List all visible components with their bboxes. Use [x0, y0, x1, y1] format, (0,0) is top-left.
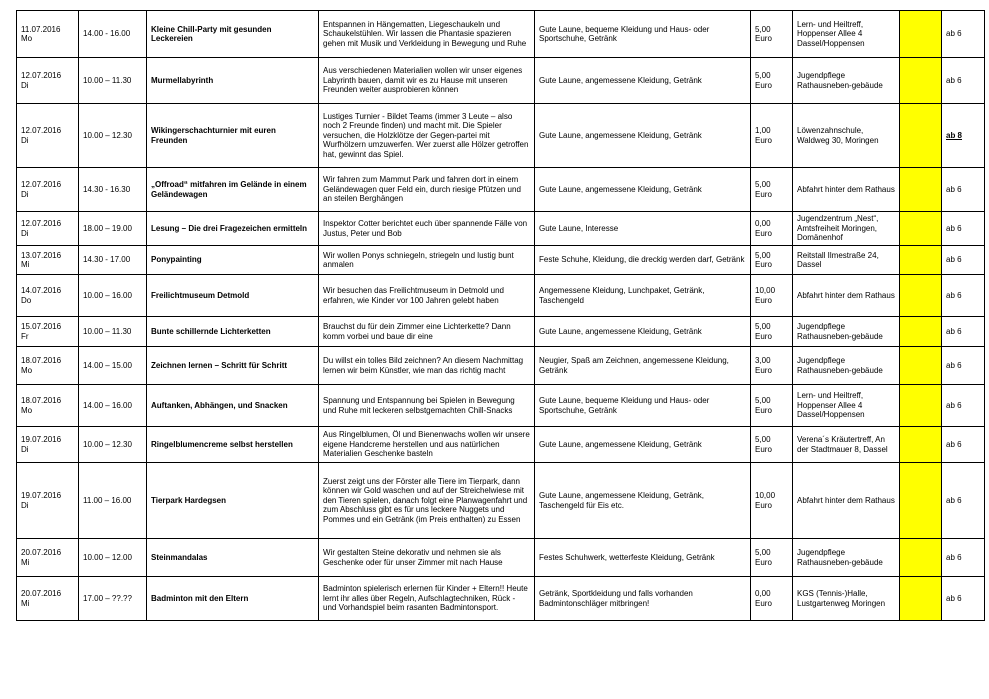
date-cell: [17, 317, 79, 347]
table-row: [17, 11, 985, 58]
highlight-cell: [900, 317, 942, 347]
event-time: 14.30 - 16.30: [79, 168, 147, 212]
event-price: 5,00 Euro: [751, 168, 793, 212]
table-row: [17, 427, 985, 463]
event-description: Entspannen in Hängematten, Liegeschaukeln und Schaukelstühlen. Wir lassen die Phantasie spazieren gehen mit Musik und Verkleidung in Bewegung und Ruhe: [319, 11, 535, 58]
event-date: 19.07.2016: [21, 435, 62, 444]
event-age-label: ab 6: [946, 593, 962, 603]
highlight-cell: [900, 577, 942, 621]
event-weekday: Di: [21, 80, 29, 90]
event-description: Badminton spielerisch erlernen für Kinder + Eltern!! Heute lernt ihr alles über Regeln, Aufschlagtechniken, Rück - und Vorhandspiel beim rasanten Badmintonsport.: [319, 577, 535, 621]
event-location: Verena´s Kräutertreff, An der Stadtmauer 8, Dassel: [793, 427, 900, 463]
event-price: 5,00 Euro: [751, 427, 793, 463]
event-bring: Gute Laune, Interesse: [535, 212, 751, 246]
event-description: Wir gestalten Steine dekorativ und nehmen sie als Geschenke oder für unser Zimmer mit nach Hause: [319, 539, 535, 577]
event-age: [942, 317, 985, 347]
event-price: 5,00 Euro: [751, 58, 793, 104]
table-row: [17, 463, 985, 539]
event-location: Lern- und Heiltreff, Hoppenser Allee 4 Dassel/Hoppensen: [793, 385, 900, 427]
event-location: Jugendpflege Rathausneben-gebäude: [793, 347, 900, 385]
event-price: 3,00 Euro: [751, 347, 793, 385]
event-bring: Gute Laune, angemessene Kleidung, Getränk: [535, 427, 751, 463]
event-description: Wir wollen Ponys schniegeln, striegeln und lustig bunt anmalen: [319, 246, 535, 275]
event-bring: Gute Laune, angemessene Kleidung, Getränk: [535, 317, 751, 347]
highlight-cell: [900, 212, 942, 246]
event-description: Inspektor Cotter berichtet euch über spannende Fälle von Justus, Peter und Bob: [319, 212, 535, 246]
event-description: Wir besuchen das Freilichtmuseum in Detmold und erfahren, wie Kinder vor 100 Jahren gelebt haben: [319, 275, 535, 317]
event-time: 14.00 - 16.00: [79, 11, 147, 58]
event-title: Ringelblumencreme selbst herstellen: [147, 427, 319, 463]
event-price: 0,00 Euro: [751, 212, 793, 246]
highlight-cell: [900, 104, 942, 168]
table-row: [17, 58, 985, 104]
event-age-label: ab 6: [946, 223, 962, 233]
event-bring: Angemessene Kleidung, Lunchpaket, Getränk, Taschengeld: [535, 275, 751, 317]
event-age: [942, 347, 985, 385]
event-time: 18.00 – 19.00: [79, 212, 147, 246]
table-row: [17, 168, 985, 212]
event-price: 10,00 Euro: [751, 275, 793, 317]
date-cell: [17, 427, 79, 463]
event-weekday: Mi: [21, 557, 30, 567]
event-age-label: ab 6: [946, 360, 962, 370]
date-cell: [17, 385, 79, 427]
highlight-cell: [900, 347, 942, 385]
event-price: 5,00 Euro: [751, 317, 793, 347]
date-cell: [17, 104, 79, 168]
event-price: 10,00 Euro: [751, 463, 793, 539]
highlight-cell: [900, 58, 942, 104]
event-location: Abfahrt hinter dem Rathaus: [793, 463, 900, 539]
event-title: Kleine Chill-Party mit gesunden Leckereien: [147, 11, 319, 58]
event-description: Lustiges Turnier - Bildet Teams (immer 3 Leute – also noch 2 Freunde finden) und macht mit. Die Spieler versuchen, die Holzklötze der Gegen-partei mit Wurfhölzern umzuwerfen. Wer zuerst alle Hölzer getroffen hat, gewinnt das Spiel.: [319, 104, 535, 168]
table-row: [17, 275, 985, 317]
event-age: [942, 246, 985, 275]
event-date: 19.07.2016: [21, 491, 62, 500]
date-cell: [17, 463, 79, 539]
event-bring: Gute Laune, bequeme Kleidung und Haus- oder Sportschuhe, Getränk: [535, 385, 751, 427]
event-age-label: ab 6: [946, 495, 962, 505]
table-row: [17, 246, 985, 275]
event-age: [942, 11, 985, 58]
highlight-cell: [900, 539, 942, 577]
event-title: Freilichtmuseum Detmold: [147, 275, 319, 317]
event-date: 12.07.2016: [21, 71, 62, 80]
table-row: [17, 212, 985, 246]
event-title: Lesung – Die drei Fragezeichen ermitteln: [147, 212, 319, 246]
event-description: Spannung und Entspannung bei Spielen in Bewegung und Ruhe mit leckeren selbstgemachten Chill-Snacks: [319, 385, 535, 427]
event-age: [942, 385, 985, 427]
event-time: 10.00 – 12.30: [79, 427, 147, 463]
event-time: 11.00 – 16.00: [79, 463, 147, 539]
event-weekday: Do: [21, 295, 32, 305]
event-age-label: ab 6: [946, 552, 962, 562]
event-age-label: ab 8: [946, 130, 963, 140]
event-age-label: ab 6: [946, 29, 962, 39]
event-weekday: Di: [21, 228, 29, 238]
event-time: 17.00 – ??.??: [79, 577, 147, 621]
event-date: 12.07.2016: [21, 126, 62, 135]
event-bring: Neugier, Spaß am Zeichnen, angemessene Kleidung, Getränk: [535, 347, 751, 385]
schedule-table: [16, 10, 985, 621]
event-age: [942, 275, 985, 317]
event-location: Jugendpflege Rathausneben-gebäude: [793, 317, 900, 347]
event-time: 10.00 – 12.30: [79, 104, 147, 168]
event-age: [942, 539, 985, 577]
event-location: Jugendpflege Rathausneben-gebäude: [793, 58, 900, 104]
event-weekday: Di: [21, 500, 29, 510]
event-price: 5,00 Euro: [751, 539, 793, 577]
event-date: 15.07.2016: [21, 322, 62, 331]
event-title: Wikingerschachturnier mit euren Freunden: [147, 104, 319, 168]
event-date: 18.07.2016: [21, 356, 62, 365]
highlight-cell: [900, 275, 942, 317]
event-location: Abfahrt hinter dem Rathaus: [793, 275, 900, 317]
table-row: [17, 539, 985, 577]
event-description: Zuerst zeigt uns der Förster alle Tiere im Tierpark, dann können wir Gold waschen und auf der Streichelwiese mit den Tieren spielen, danach folgt eine Planwagenfahrt und zum Abschluss gibt es für uns leckere Nuggets und Pommes und ein Getränk (im Preis enthalten) zu Essen: [319, 463, 535, 539]
event-title: Steinmandalas: [147, 539, 319, 577]
event-bring: Festes Schuhwerk, wetterfeste Kleidung, Getränk: [535, 539, 751, 577]
highlight-cell: [900, 385, 942, 427]
event-age-label: ab 6: [946, 400, 962, 410]
event-date: 20.07.2016: [21, 548, 62, 557]
event-date: 14.07.2016: [21, 286, 62, 295]
event-time: 14.00 – 16.00: [79, 385, 147, 427]
event-age: [942, 212, 985, 246]
event-date: 12.07.2016: [21, 219, 62, 228]
event-bring: Gute Laune, angemessene Kleidung, Getränk: [535, 58, 751, 104]
date-cell: [17, 212, 79, 246]
event-age: [942, 427, 985, 463]
date-cell: [17, 347, 79, 385]
event-location: Reitstall Ilmestraße 24, Dassel: [793, 246, 900, 275]
event-location: KGS (Tennis-)Halle, Lustgartenweg Moringen: [793, 577, 900, 621]
table-row: [17, 317, 985, 347]
highlight-cell: [900, 246, 942, 275]
event-weekday: Mi: [21, 598, 30, 608]
event-age-label: ab 6: [946, 75, 962, 85]
event-date: 20.07.2016: [21, 589, 62, 598]
event-age-label: ab 6: [946, 439, 962, 449]
event-date: 18.07.2016: [21, 396, 62, 405]
event-location: Jugendpflege Rathausneben-gebäude: [793, 539, 900, 577]
event-age-label: ab 6: [946, 290, 962, 300]
event-time: 10.00 – 12.00: [79, 539, 147, 577]
table-row: [17, 104, 985, 168]
event-time: 14.30 - 17.00: [79, 246, 147, 275]
date-cell: [17, 246, 79, 275]
event-price: 0,00 Euro: [751, 577, 793, 621]
event-weekday: Di: [21, 189, 29, 199]
event-time: 10.00 – 11.30: [79, 58, 147, 104]
event-bring: Gute Laune, angemessene Kleidung, Getränk: [535, 104, 751, 168]
event-age: [942, 58, 985, 104]
event-price: 5,00 Euro: [751, 11, 793, 58]
event-weekday: Mo: [21, 34, 33, 43]
event-location: Jugendzentrum „Nest“, Amtsfreiheit Moringen, Domänenhof: [793, 212, 900, 246]
event-time: 14.00 – 15.00: [79, 347, 147, 385]
event-weekday: Mi: [21, 260, 30, 269]
event-date: 12.07.2016: [21, 180, 62, 189]
event-age-label: ab 6: [946, 326, 962, 336]
highlight-cell: [900, 168, 942, 212]
event-title: Bunte schillernde Lichterketten: [147, 317, 319, 347]
event-weekday: Fr: [21, 331, 29, 341]
event-title: Auftanken, Abhängen, und Snacken: [147, 385, 319, 427]
event-bring: Gute Laune, angemessene Kleidung, Getränk: [535, 168, 751, 212]
event-description: Aus verschiedenen Materialien wollen wir unser eigenes Labyrinth bauen, damit wir es zu Hause mit unseren Freunden weiter ausprobieren können: [319, 58, 535, 104]
table-row: [17, 577, 985, 621]
event-location: Löwenzahnschule, Waldweg 30, Moringen: [793, 104, 900, 168]
event-description: Aus Ringelblumen, Öl und Bienenwachs wollen wir unsere eigene Handcreme herstellen und aus natürlichen Materialien Geschenke basteln: [319, 427, 535, 463]
date-cell: [17, 11, 79, 58]
table-row: [17, 385, 985, 427]
event-price: 5,00 Euro: [751, 246, 793, 275]
event-title: Murmellabyrinth: [147, 58, 319, 104]
event-description: Brauchst du für dein Zimmer eine Lichterkette? Dann komm vorbei und baue dir eine: [319, 317, 535, 347]
event-description: Wir fahren zum Mammut Park und fahren dort in einem Geländewagen quer Feld ein, durch riesige Pfützen und an steilen Berghängen: [319, 168, 535, 212]
event-time: 10.00 – 16.00: [79, 275, 147, 317]
event-location: Abfahrt hinter dem Rathaus: [793, 168, 900, 212]
event-age: [942, 168, 985, 212]
event-title: Badminton mit den Eltern: [147, 577, 319, 621]
event-title: „Offroad“ mitfahren im Gelände in einem Geländewagen: [147, 168, 319, 212]
event-title: Ponypainting: [147, 246, 319, 275]
event-date: 13.07.2016: [21, 250, 62, 260]
event-weekday: Di: [21, 444, 29, 454]
event-location: Lern- und Heiltreff, Hoppenser Allee 4 Dassel/Hoppensen: [793, 11, 900, 58]
highlight-cell: [900, 11, 942, 58]
event-price: 5,00 Euro: [751, 385, 793, 427]
event-age: [942, 577, 985, 621]
event-bring: Feste Schuhe, Kleidung, die dreckig werden darf, Getränk: [535, 246, 751, 275]
event-weekday: Mo: [21, 405, 33, 415]
table-row: [17, 347, 985, 385]
event-title: Tierpark Hardegsen: [147, 463, 319, 539]
event-date: 11.07.2016: [21, 24, 61, 34]
event-time: 10.00 – 11.30: [79, 317, 147, 347]
event-price: 1,00 Euro: [751, 104, 793, 168]
date-cell: [17, 577, 79, 621]
date-cell: [17, 539, 79, 577]
highlight-cell: [900, 463, 942, 539]
date-cell: [17, 168, 79, 212]
date-cell: [17, 275, 79, 317]
event-age: [942, 104, 985, 168]
event-bring: Getränk, Sportkleidung und falls vorhanden Badmintonschläger mitbringen!: [535, 577, 751, 621]
event-bring: Gute Laune, angemessene Kleidung, Getränk, Taschengeld für Eis etc.: [535, 463, 751, 539]
event-weekday: Mo: [21, 365, 33, 375]
event-weekday: Di: [21, 135, 29, 145]
date-cell: [17, 58, 79, 104]
event-bring: Gute Laune, bequeme Kleidung und Haus- oder Sportschuhe, Getränk: [535, 11, 751, 58]
event-age-label: ab 6: [946, 184, 962, 194]
event-age-label: ab 6: [946, 255, 962, 265]
event-description: Du willst ein tolles Bild zeichnen? An diesem Nachmittag lernen wir beim Künstler, wie man das richtig macht: [319, 347, 535, 385]
highlight-cell: [900, 427, 942, 463]
event-title: Zeichnen lernen – Schritt für Schritt: [147, 347, 319, 385]
event-age: [942, 463, 985, 539]
